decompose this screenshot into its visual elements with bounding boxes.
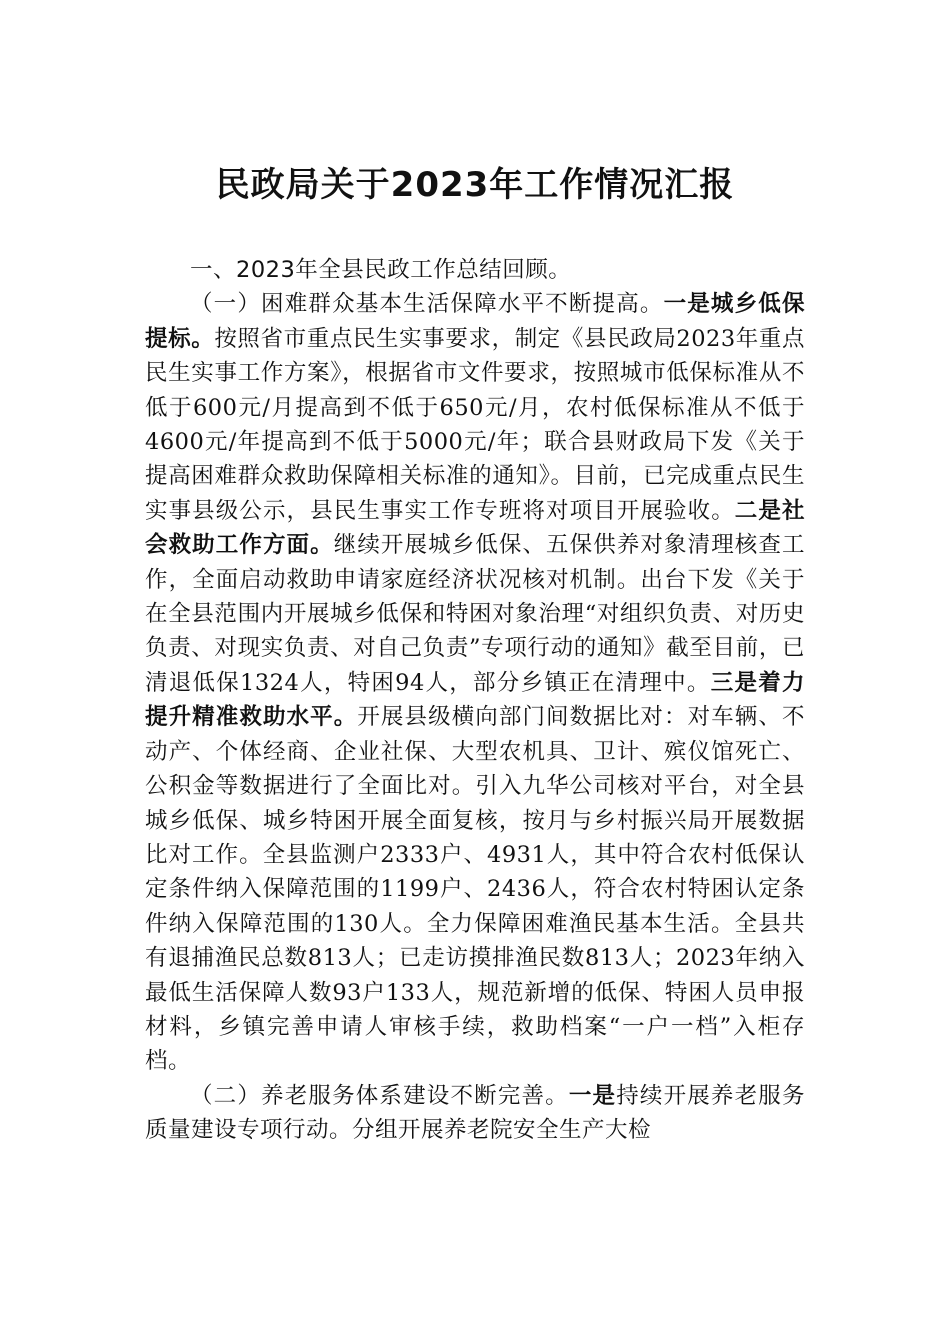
part-1-item-2-text: 继续开展城乡低保、五保供养对象清理核查工作，全面启动救助申请家庭经济状况核对机制。出台下发《关于在全县范围内开展城乡低保和特困对象治理“对组织负责、对历史负责、对现实负责、对自己负责”专项行动的通知》截至目前，已清退低保1324人，特困94人，部分乡镇正在清理中。 (145, 532, 805, 696)
paragraph-part-2 (145, 1079, 805, 1148)
document-body (145, 253, 805, 1148)
part-1-item-3-text: 开展县级横向部门间数据比对：对车辆、不动产、个体经商、企业社保、大型农机具、卫计、殡仪馆死亡、公积金等数据进行了全面比对。引入九华公司核对平台，对全县城乡低保、城乡特困开展全面复核，按月与乡村振兴局开展数据比对工作。全县监测户2333户、4931人，其中符合农村低保认定条件纳入保障范围的1199户、2436人，符合农村特困认定条件纳入保障范围的130人。全力保障困难渔民基本生活。全县共有退捕渔民总数813人；已走访摸排渔民数813人；2023年纳入最低生活保障人数93户133人，规范新增的低保、特困人员申报材料，乡镇完善申请人审核手续，救助档案“一户一档”入柜存档。 (145, 704, 805, 1075)
part-1-item-3-label: 三是着力提升精准救助水平。 (145, 669, 805, 731)
paragraph-part-1 (145, 287, 805, 1078)
part-1-item-1-label: 一是城乡低保提标。 (145, 291, 805, 352)
part-1-item-1-text: 按照省市重点民生实事要求，制定《县民政局2023年重点民生实事工作方案》，根据省市文件要求，按照城市低保标准从不低于600元/月提高到不低于650元/月，农村低保标准从不低于4600元/年提高到不低于5000元/年；联合县财政局下发《关于提高困难群众救助保障相关标准的通知》。目前，已完成重点民生实事县级公示，县民生事实工作专班将对项目开展验收。 (145, 325, 805, 524)
section-heading: 一、2023年全县民政工作总结回顾。 (190, 257, 572, 283)
part-2-heading: （二）养老服务体系建设不断完善。 (190, 1082, 569, 1109)
part-1-heading: （一）困难群众基本生活保障水平不断提高。 (190, 291, 664, 318)
part-2-item-1-label: 一是 (568, 1082, 617, 1109)
part-1-item-2-label: 二是社会救助工作方面。 (145, 497, 805, 559)
document-title: 民政局关于2023年工作情况汇报 (215, 165, 735, 205)
part-2-item-1-text: 持续开展养老服务质量建设专项行动。分组开展养老院安全生产大检 (145, 1082, 805, 1144)
